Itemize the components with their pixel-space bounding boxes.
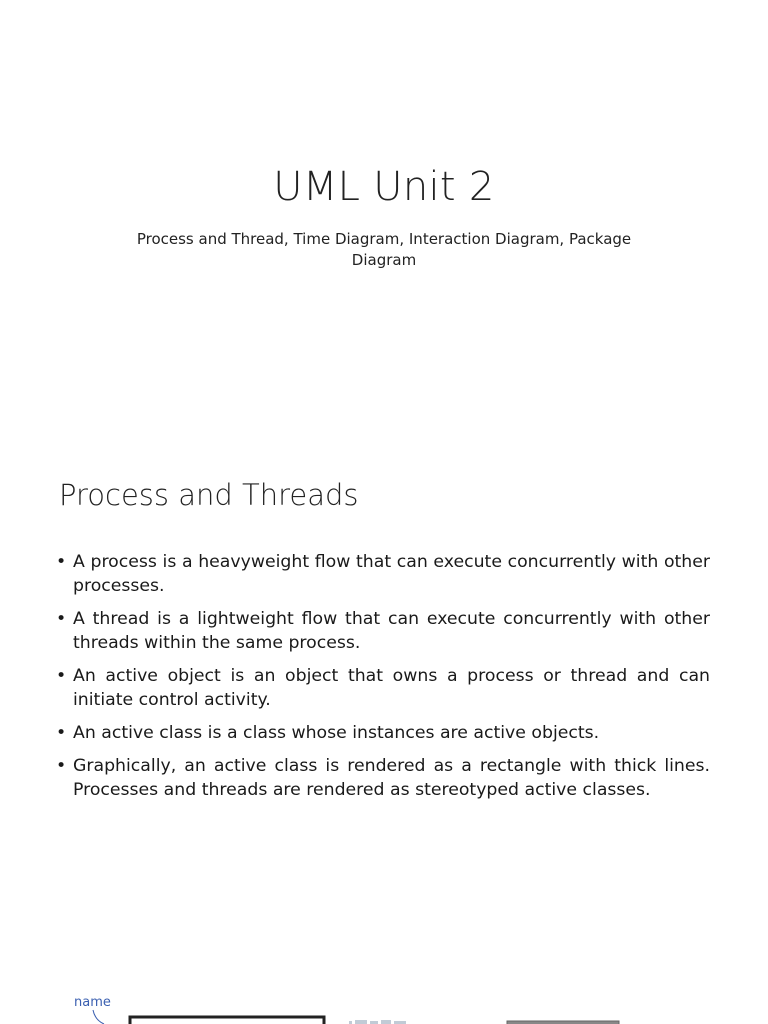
bullet-icon: •	[56, 756, 67, 776]
active-class-diagram	[0, 944, 768, 1024]
title-slide	[0, 0, 768, 432]
diagram-slide	[0, 944, 768, 1024]
bullet-item	[56, 754, 710, 802]
bullet-item	[56, 550, 710, 598]
slide-title: UML Unit 2	[273, 164, 495, 210]
faded-annotation-icon	[349, 1020, 406, 1024]
bullet-text: Graphically, an active class is rendered as a rectangle with thick lines. Processes and threads are rendered as stereotyped active classes.	[73, 756, 710, 800]
bullet-item	[56, 607, 710, 655]
bullet-icon: •	[56, 666, 67, 686]
slide-heading: Process and Threads	[59, 478, 359, 512]
bullet-item	[56, 721, 710, 745]
bullet-icon: •	[56, 723, 67, 743]
bullet-text: A process is a heavyweight flow that can execute concurrently with other processes.	[73, 552, 710, 596]
bullet-text: An active class is a class whose instances are active objects.	[73, 723, 600, 743]
bullet-icon: •	[56, 552, 67, 572]
slide-subtitle: Process and Thread, Time Diagram, Interaction Diagram, Package Diagram	[136, 230, 632, 269]
name-pointer-line	[93, 1010, 104, 1024]
bullet-icon: •	[56, 609, 67, 629]
active-class-box	[130, 1017, 324, 1024]
bullet-list	[56, 550, 710, 811]
process-threads-slide	[0, 432, 768, 944]
bullet-text: An active object is an object that owns a process or thread and can initiate control activity.	[73, 666, 710, 710]
name-annotation: name	[74, 995, 111, 1010]
bullet-item	[56, 664, 710, 712]
bullet-text: A thread is a lightweight flow that can execute concurrently with other threads within the same process.	[73, 609, 710, 653]
